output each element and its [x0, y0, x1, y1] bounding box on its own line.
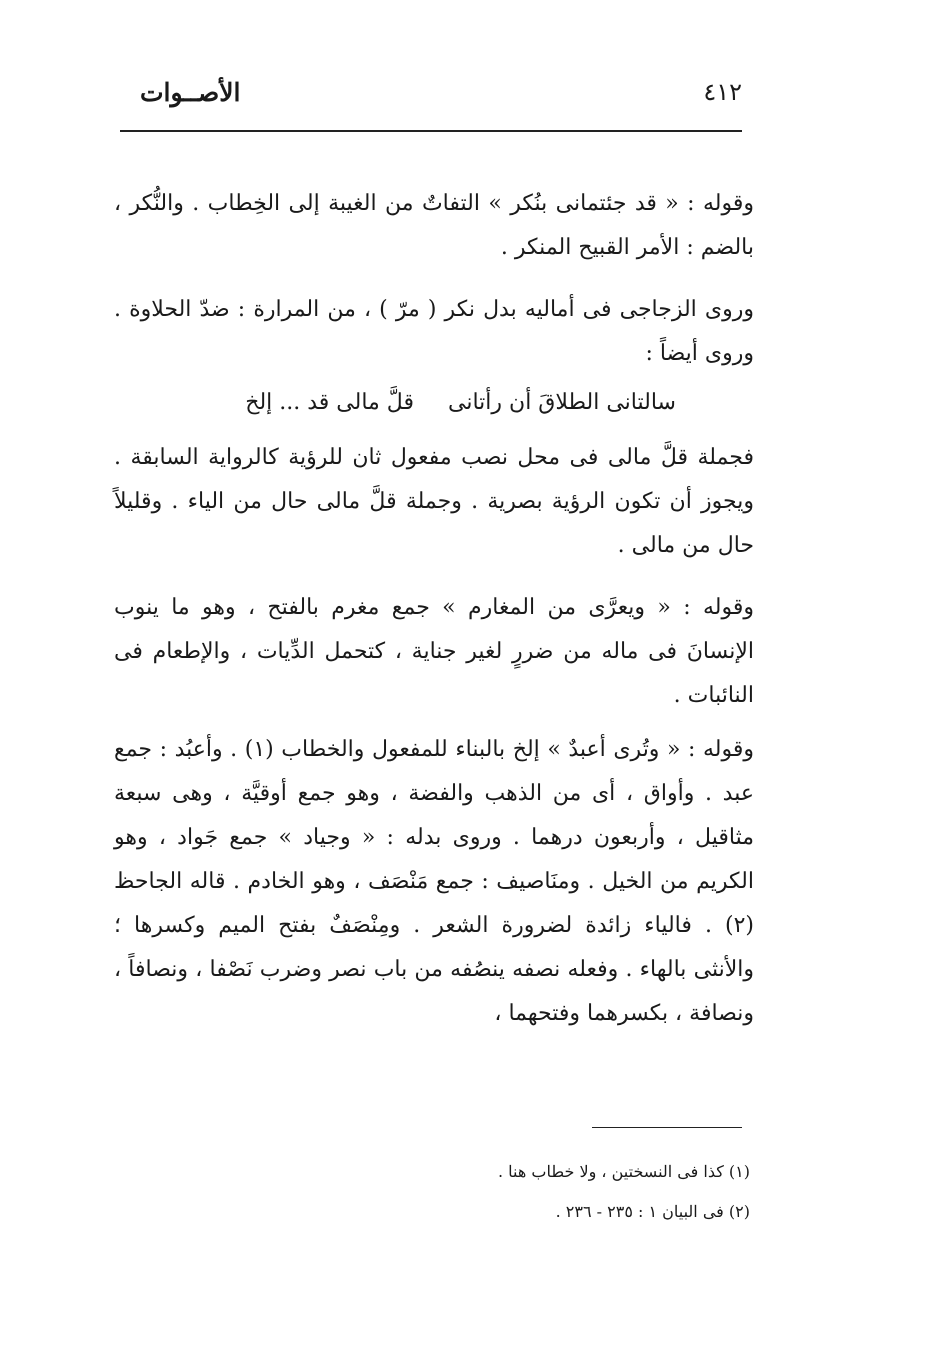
main-text	[114, 182, 754, 1036]
running-title: الأصــوات	[140, 78, 241, 107]
paragraph-maghrim: وقوله : « ويعرَّى من المغارم » جمع مغرم بالفتح ، وهو ما ينوب الإنسانَ فى ماله من ضررٍ لغير جناية ، كتحمل الدِّيات ، والإطعام فى النائبات .	[114, 595, 754, 708]
footnote-2: (٢) فى البيان ١ : ٢٣٥ - ٢٣٦ .	[555, 1202, 750, 1221]
footnote-1: (١) كذا فى النسختين ، ولا خطاب هنا .	[498, 1162, 750, 1181]
verse-second-hemistich: قلَّ مالى قد ... إلخ	[245, 390, 414, 415]
footnotes	[300, 1152, 750, 1232]
page-number: ٤١٢	[703, 78, 742, 106]
paragraph-nukr: وقوله : « قد جئتمانى بنُكر » التفاتٌ من الغيبة إلى الخِطاب . والنُّكر ، بالضم : الأمر القبيح المنكر .	[114, 191, 754, 260]
verse-first-hemistich: سالتانى الطلاقَ أن رأتانى	[448, 390, 676, 415]
verse-line	[114, 376, 754, 436]
footnote-rule	[592, 1127, 742, 1128]
paragraph-qalla-mali: فجملة قلَّ مالى فى محل نصب مفعول ثان للرؤية كالرواية السابقة . ويجوز أن تكون الرؤية بصرية . وجملة قلَّ مالى حال من الياء . وقليلاً حال من مالى .	[114, 445, 754, 558]
paragraph-aabud: وقوله : « وتُرى أعبدٌ » إلخ بالبناء للمفعول والخطاب (١) . وأعبُد : جمع عبد . وأواق ، أى من الذهب والفضة ، وهو جمع أوقيَّة ، وهى سبعة مثاقيل ، وأربعون درهما . وروى بدله : « وجياد » جمع جَواد ، وهو الكريم من الخيل . ومنَاصيف : جمع مَنْصَف ، وهو الخادم . قاله الجاحظ (٢) . فالياء زائدة لضرورة الشعر . ومِنْصَفٌ بفتح الميم وكسرها ؛ والأنثى بالهاء . وفعله نصفه ينصُفه من باب نصر وضرب نَصْفا ، ونصافاً ، ونصافة ، بكسرهما وفتحهما ،	[114, 737, 754, 1026]
paragraph-zajjaji: وروى الزجاجى فى أماليه بدل نكر ( مرّ ) ، من المرارة : ضدّ الحلاوة . وروى أيضاً :	[114, 297, 754, 366]
header-rule	[120, 130, 742, 132]
page-header	[120, 78, 742, 112]
